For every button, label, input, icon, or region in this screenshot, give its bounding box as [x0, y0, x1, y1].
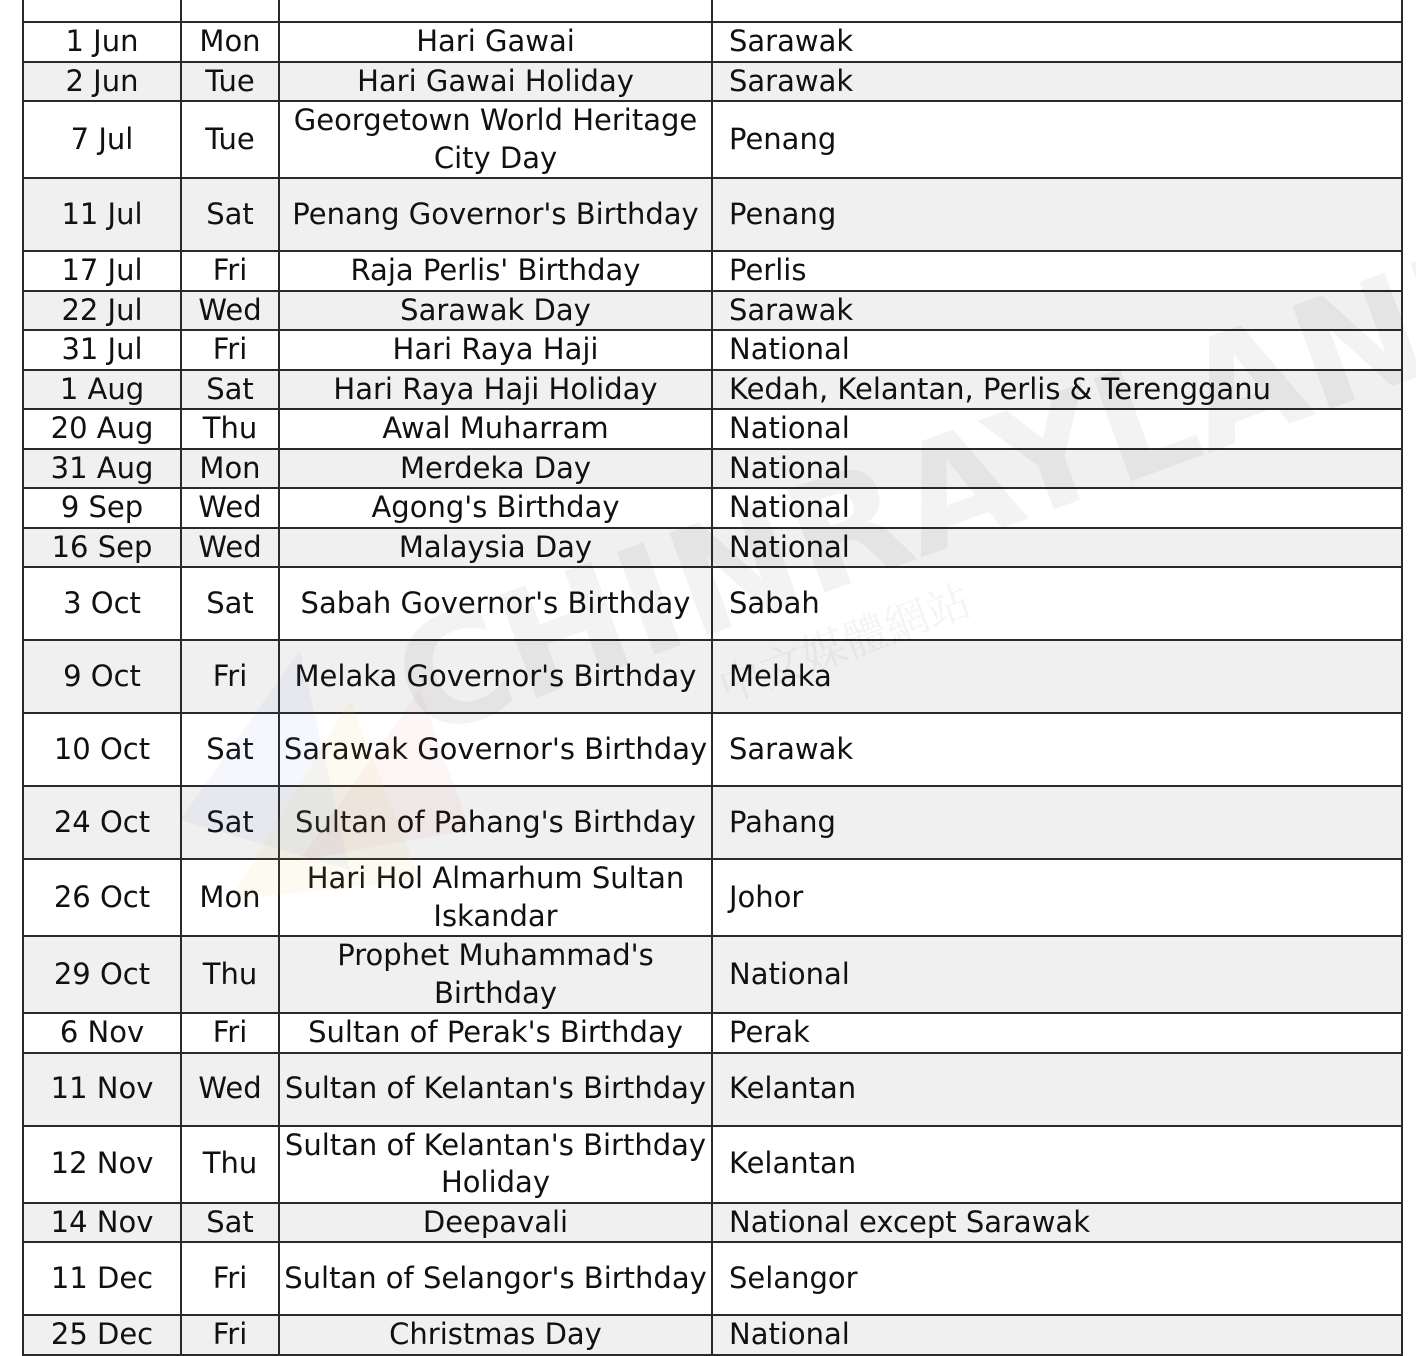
- holiday-name-cell: Sultan of Pahang's Birthday: [279, 786, 712, 859]
- date-cell: 9 Oct: [23, 640, 181, 713]
- date-cell: 11 Jul: [23, 178, 181, 251]
- weekday-cell: Thu: [181, 936, 279, 1013]
- table-row: [23, 859, 1402, 936]
- date-cell: 1 Aug: [23, 370, 181, 410]
- table-row: [23, 330, 1402, 370]
- weekday-cell: Sat: [181, 567, 279, 640]
- weekday-cell: Wed: [181, 528, 279, 568]
- table-row: [23, 640, 1402, 713]
- table-row: [23, 370, 1402, 410]
- weekday-cell: Wed: [181, 488, 279, 528]
- date-cell: [23, 0, 181, 22]
- date-cell: 22 Jul: [23, 291, 181, 331]
- state-cell: Penang: [712, 101, 1402, 178]
- weekday-cell: Mon: [181, 449, 279, 489]
- weekday-cell: Fri: [181, 1315, 279, 1355]
- holiday-name-cell: Awal Muharram: [279, 409, 712, 449]
- state-cell: Selangor: [712, 1242, 1402, 1315]
- holiday-name-cell: Merdeka Day: [279, 449, 712, 489]
- table-row: [23, 1203, 1402, 1243]
- state-cell: Pahang: [712, 786, 1402, 859]
- weekday-cell: Sat: [181, 713, 279, 786]
- weekday-cell: Fri: [181, 330, 279, 370]
- table-row: [23, 449, 1402, 489]
- table-row: [23, 22, 1402, 62]
- date-cell: 17 Jul: [23, 251, 181, 291]
- holiday-name-cell: Hari Raya Haji: [279, 330, 712, 370]
- state-cell: National: [712, 409, 1402, 449]
- holiday-name-cell: Sultan of Kelantan's Birthday Holiday: [279, 1126, 712, 1203]
- holiday-name-cell: [279, 0, 712, 22]
- holiday-name-cell: Christmas Day: [279, 1315, 712, 1355]
- date-cell: 14 Nov: [23, 1203, 181, 1243]
- date-cell: 2 Jun: [23, 62, 181, 102]
- table-row: [23, 291, 1402, 331]
- weekday-cell: Tue: [181, 62, 279, 102]
- table-row: [23, 178, 1402, 251]
- state-cell: Kelantan: [712, 1126, 1402, 1203]
- weekday-cell: Fri: [181, 640, 279, 713]
- table-row: [23, 62, 1402, 102]
- date-cell: 31 Jul: [23, 330, 181, 370]
- holiday-name-cell: Hari Raya Haji Holiday: [279, 370, 712, 410]
- state-cell: Sarawak: [712, 713, 1402, 786]
- table-row: [23, 713, 1402, 786]
- state-cell: Sarawak: [712, 62, 1402, 102]
- state-cell: [712, 0, 1402, 22]
- state-cell: Perlis: [712, 251, 1402, 291]
- state-cell: Sarawak: [712, 291, 1402, 331]
- weekday-cell: Thu: [181, 1126, 279, 1203]
- holiday-name-cell: Hari Hol Almarhum Sultan Iskandar: [279, 859, 712, 936]
- table-row: [23, 409, 1402, 449]
- holiday-name-cell: Penang Governor's Birthday: [279, 178, 712, 251]
- date-cell: 11 Nov: [23, 1053, 181, 1126]
- holiday-name-cell: Georgetown World Heritage City Day: [279, 101, 712, 178]
- state-cell: National except Sarawak: [712, 1203, 1402, 1243]
- table-row: [23, 1053, 1402, 1126]
- weekday-cell: Wed: [181, 1053, 279, 1126]
- holiday-name-cell: Prophet Muhammad's Birthday: [279, 936, 712, 1013]
- holiday-name-cell: Hari Gawai Holiday: [279, 62, 712, 102]
- holiday-name-cell: Hari Gawai: [279, 22, 712, 62]
- date-cell: 24 Oct: [23, 786, 181, 859]
- table-row: [23, 1242, 1402, 1315]
- date-cell: 31 Aug: [23, 449, 181, 489]
- weekday-cell: Sat: [181, 178, 279, 251]
- date-cell: 7 Jul: [23, 101, 181, 178]
- date-cell: 10 Oct: [23, 713, 181, 786]
- table-row: [23, 488, 1402, 528]
- weekday-cell: Mon: [181, 22, 279, 62]
- date-cell: 11 Dec: [23, 1242, 181, 1315]
- state-cell: National: [712, 330, 1402, 370]
- holiday-name-cell: Sabah Governor's Birthday: [279, 567, 712, 640]
- holiday-name-cell: Malaysia Day: [279, 528, 712, 568]
- date-cell: 9 Sep: [23, 488, 181, 528]
- weekday-cell: Fri: [181, 1242, 279, 1315]
- date-cell: 3 Oct: [23, 567, 181, 640]
- weekday-cell: [181, 0, 279, 22]
- weekday-cell: Sat: [181, 1203, 279, 1243]
- state-cell: Penang: [712, 178, 1402, 251]
- state-cell: Sarawak: [712, 22, 1402, 62]
- weekday-cell: Sat: [181, 786, 279, 859]
- state-cell: Perak: [712, 1013, 1402, 1053]
- date-cell: 20 Aug: [23, 409, 181, 449]
- weekday-cell: Fri: [181, 251, 279, 291]
- state-cell: National: [712, 449, 1402, 489]
- holiday-name-cell: Agong's Birthday: [279, 488, 712, 528]
- holiday-name-cell: Sarawak Day: [279, 291, 712, 331]
- table-row: [23, 1126, 1402, 1203]
- state-cell: Kelantan: [712, 1053, 1402, 1126]
- weekday-cell: Fri: [181, 1013, 279, 1053]
- table-row: [23, 0, 1402, 22]
- date-cell: 16 Sep: [23, 528, 181, 568]
- state-cell: Kedah, Kelantan, Perlis & Terengganu: [712, 370, 1402, 410]
- holiday-name-cell: Deepavali: [279, 1203, 712, 1243]
- table-row: [23, 567, 1402, 640]
- table-row: [23, 251, 1402, 291]
- state-cell: National: [712, 488, 1402, 528]
- state-cell: Johor: [712, 859, 1402, 936]
- weekday-cell: Tue: [181, 101, 279, 178]
- date-cell: 25 Dec: [23, 1315, 181, 1355]
- table-row: [23, 1315, 1402, 1355]
- date-cell: 26 Oct: [23, 859, 181, 936]
- holiday-name-cell: Sultan of Kelantan's Birthday: [279, 1053, 712, 1126]
- table-row: [23, 528, 1402, 568]
- state-cell: Sabah: [712, 567, 1402, 640]
- holiday-table: [22, 0, 1403, 1356]
- holiday-name-cell: Raja Perlis' Birthday: [279, 251, 712, 291]
- holiday-name-cell: Melaka Governor's Birthday: [279, 640, 712, 713]
- weekday-cell: Sat: [181, 370, 279, 410]
- date-cell: 6 Nov: [23, 1013, 181, 1053]
- state-cell: National: [712, 936, 1402, 1013]
- table-row: [23, 936, 1402, 1013]
- holiday-name-cell: Sultan of Selangor's Birthday: [279, 1242, 712, 1315]
- table-row: [23, 101, 1402, 178]
- state-cell: National: [712, 528, 1402, 568]
- weekday-cell: Wed: [181, 291, 279, 331]
- state-cell: National: [712, 1315, 1402, 1355]
- date-cell: 1 Jun: [23, 22, 181, 62]
- date-cell: 29 Oct: [23, 936, 181, 1013]
- weekday-cell: Thu: [181, 409, 279, 449]
- holiday-name-cell: Sultan of Perak's Birthday: [279, 1013, 712, 1053]
- table-row: [23, 1013, 1402, 1053]
- table-row: [23, 786, 1402, 859]
- holiday-name-cell: Sarawak Governor's Birthday: [279, 713, 712, 786]
- date-cell: 12 Nov: [23, 1126, 181, 1203]
- weekday-cell: Mon: [181, 859, 279, 936]
- state-cell: Melaka: [712, 640, 1402, 713]
